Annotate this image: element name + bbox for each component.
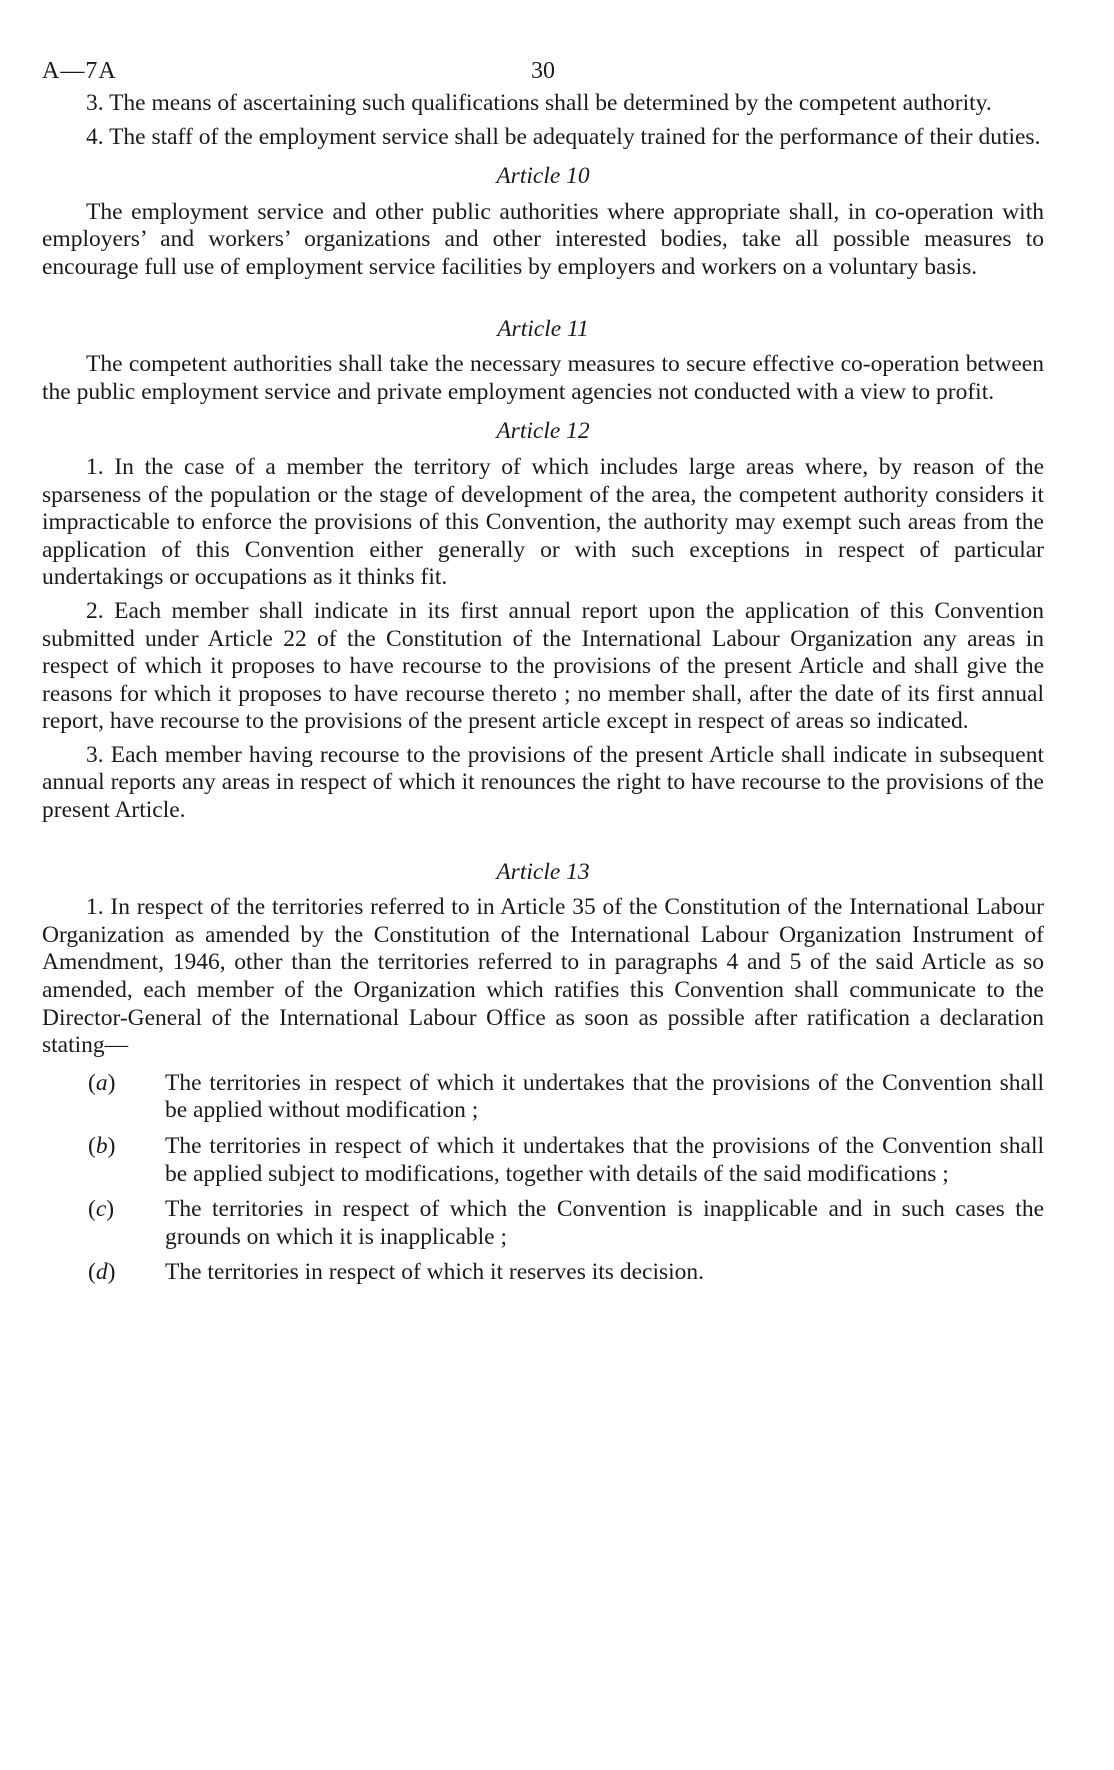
- page-number: 30: [531, 58, 555, 84]
- item-text: The territories in respect of which it reserves its decision.: [165, 1259, 705, 1286]
- paragraph-3: 3. The means of ascertaining such qualifications shall be determined by the competent authority.: [86, 90, 992, 116]
- article-12-paragraph-2: 2. Each member shall indicate in its first annual report upon the application of this Convention submitted under Article 22 of the Constitution of the International Labour Organization any areas in respect of which it proposes to have recourse to the provisions of the present Article and shall give the reasons for which it proposes to have recourse thereto ; no member shall, after the date of its first annual report, have recourse to the provisions of the present article except in respect of areas so indicated.: [42, 597, 1044, 735]
- paragraph-4: 4. The staff of the employment service shall be adequately trained for the performance of their duties.: [86, 123, 1041, 150]
- article-12-heading: Article 12: [496, 418, 590, 445]
- article-10-section: [42, 163, 1044, 281]
- article-13-paragraph-1: 1. In respect of the territories referred to in Article 35 of the Constitution of the International Labour Organization as amended by the Constitution of the International Labour Organization Instrument of Amendment, 1946, other than the territories referred to in paragraphs 4 and 5 of the said Article as so amended, each member of the Organization which ratifies this Convention shall communicate to the Director-General of the International Labour Office as soon as possible after ratification a declaration stating—: [42, 894, 1044, 1059]
- article-12-paragraph-3: 3. Each member having recourse to the provisions of the present Article shall indicate in subsequent annual reports any areas in respect of which it renounces the right to have recourse to the provisions of the present Article.: [42, 741, 1044, 824]
- list-item: [88, 1133, 1044, 1188]
- article-13-item-list: [42, 1070, 1044, 1287]
- item-text: The territories in respect of which the Convention is inapplicable and in such cases the grounds on which it is inapplicable ;: [165, 1196, 1044, 1250]
- list-item: [88, 1070, 1044, 1125]
- article-10-heading: Article 10: [496, 163, 590, 190]
- article-13-section: [42, 859, 1044, 1287]
- item-marker: (c): [88, 1196, 115, 1223]
- document-reference: A—7A: [42, 58, 117, 84]
- article-12-section: [42, 418, 1044, 824]
- article-10-paragraph: The employment service and other public authorities where appropriate shall, in co-operation with employers’ and workers’ organizations and other interested bodies, take all possible measures to encourage full use of employment service facilities by employers and workers on a voluntary basis.: [42, 198, 1044, 280]
- article-11-section: [42, 316, 1044, 407]
- item-text: The territories in respect of which it undertakes that the provisions of the Convention shall be applied subject to modifications, together with details of the said modifications ;: [165, 1133, 1044, 1187]
- item-text: The territories in respect of which it undertakes that the provisions of the Convention shall be applied without modification ;: [165, 1069, 1044, 1124]
- article-13-heading: Article 13: [496, 858, 590, 885]
- list-item: [88, 1259, 1044, 1287]
- article-11-heading: Article 11: [497, 315, 589, 342]
- article-12-paragraph-1: 1. In the case of a member the territory of which includes large areas where, by reason of the sparseness of the population or the stage of development of the area, the competent authority considers it impracticable to enforce the provisions of this Convention, the authority may exempt such areas from the application of this Convention either generally or with such exceptions in respect of particular undertakings or occupations as it thinks fit.: [42, 453, 1044, 591]
- item-marker: (a): [88, 1069, 116, 1096]
- page-header: [42, 50, 1044, 90]
- intro-section: [42, 90, 1044, 151]
- article-11-paragraph: The competent authorities shall take the necessary measures to secure effective co-operation between the public employment service and private employment agencies not conducted with a view to profit.: [42, 351, 1044, 405]
- list-item: [88, 1196, 1044, 1251]
- item-marker: (b): [88, 1133, 116, 1159]
- item-marker: (d): [88, 1259, 116, 1286]
